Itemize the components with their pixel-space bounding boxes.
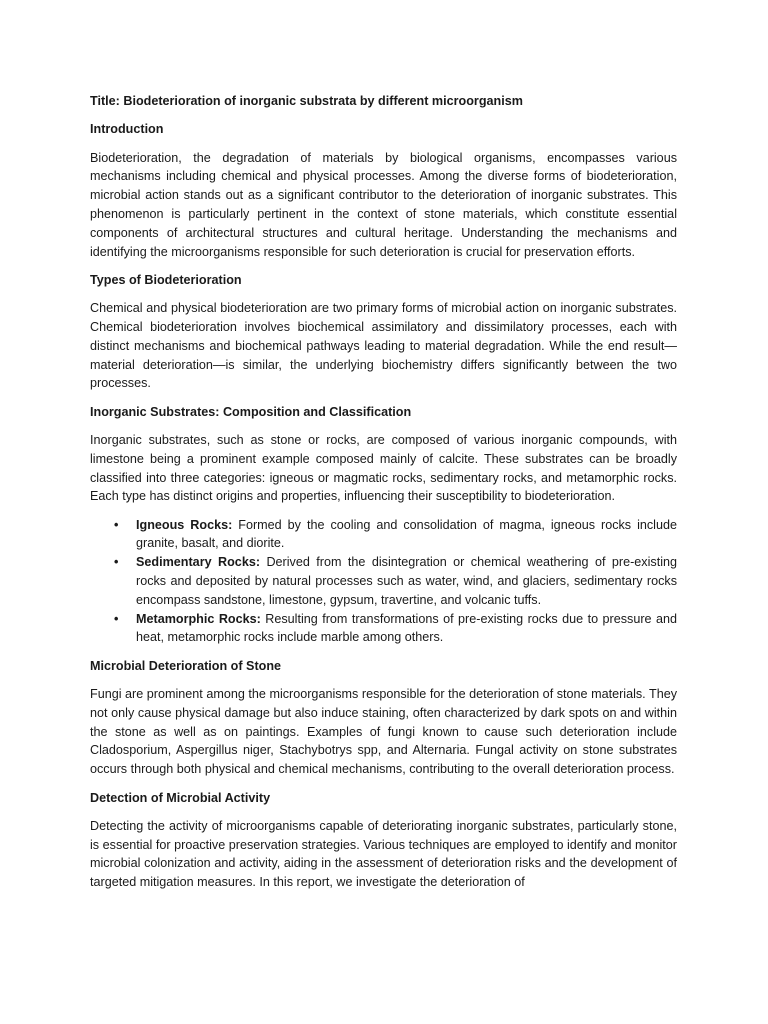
section-heading-detection: Detection of Microbial Activity — [90, 790, 271, 805]
section-paragraph-introduction: Biodeterioration, the degradation of materials by biological organisms, encompasses various mechanisms including chemical and physical processes. Among the diverse forms of biodeterioration, microbial action stands out as a significant contributor to the deterioration of inorganic substrates. This phenomenon is particularly pertinent in the context of stone materials, which constitute essential components of architectural structures and cultural heritage. Understanding the mechanisms and identifying the microorganisms responsible for such deterioration is crucial for preservation efforts. — [90, 150, 677, 259]
list-item-term: Igneous Rocks: — [136, 517, 233, 532]
section-paragraph-types: Chemical and physical biodeterioration are two primary forms of microbial action on inorganic substrates. Chemical biodeterioration involves biochemical assimilatory and dissimilatory processes, each with distinct mechanisms and biochemical pathways leading to material degradation. While the end result—material deterioration—is similar, the underlying biochemistry differs significantly between the two processes. — [90, 301, 677, 391]
section-heading-introduction: Introduction — [90, 122, 164, 137]
list-item-term: Metamorphic Rocks: — [136, 611, 261, 626]
document-page — [90, 92, 677, 901]
rock-types-list — [90, 516, 677, 648]
bullet-icon: • — [114, 555, 119, 570]
list-item — [90, 516, 677, 554]
list-item-text: Formed by the cooling and consolidation of magma, igneous rocks include granite, basalt, and diorite. — [136, 517, 677, 551]
list-item — [90, 610, 677, 648]
section-paragraph-microbial: Fungi are prominent among the microorganisms responsible for the deterioration of stone materials. They not only cause physical damage but also induce staining, often characterized by dark spots on and within the stone as well as on paintings. Examples of fungi known to cause such deterioration include Cladosporium, Aspergillus niger, Stachybotrys spp, and Alternaria. Fungal activity on stone substrates occurs through both physical and chemical mechanisms, contributing to the overall deterioration process. — [90, 687, 677, 777]
list-item-text: Resulting from transformations of pre-existing rocks due to pressure and heat, metamorphic rocks include marble among others. — [136, 611, 678, 645]
document-title: Title: Biodeterioration of inorganic substrata by different microorganism — [90, 94, 523, 108]
section-paragraph-substrates: Inorganic substrates, such as stone or rocks, are composed of various inorganic compounds, with limestone being a prominent example composed mainly of calcite. These substrates can be broadly classified into three categories: igneous or magmatic rocks, sedimentary rocks, and metamorphic rocks. Each type has distinct origins and properties, influencing their susceptibility to biodeterioration. — [90, 432, 677, 504]
bullet-icon: • — [114, 611, 119, 626]
section-heading-types: Types of Biodeterioration — [90, 272, 242, 287]
section-heading-microbial: Microbial Deterioration of Stone — [90, 658, 282, 673]
bullet-icon: • — [114, 517, 119, 532]
section-heading-substrates: Inorganic Substrates: Composition and Classification — [90, 404, 412, 419]
list-item-term: Sedimentary Rocks: — [136, 555, 261, 570]
list-item — [90, 553, 677, 609]
section-paragraph-detection: Detecting the activity of microorganisms capable of deteriorating inorganic substrates, particularly stone, is essential for proactive preservation strategies. Various techniques are employed to identify and monitor microbial colonization and activity, aiding in the assessment of deterioration risks and the development of targeted mitigation measures. In this report, we investigate the deterioration of — [90, 818, 677, 890]
list-item-text: Derived from the disintegration or chemical weathering of pre-existing rocks and deposited by natural processes such as water, wind, and glaciers, sedimentary rocks encompass sandstone, limestone, gypsum, travertine, and volcanic tuffs. — [136, 555, 678, 607]
